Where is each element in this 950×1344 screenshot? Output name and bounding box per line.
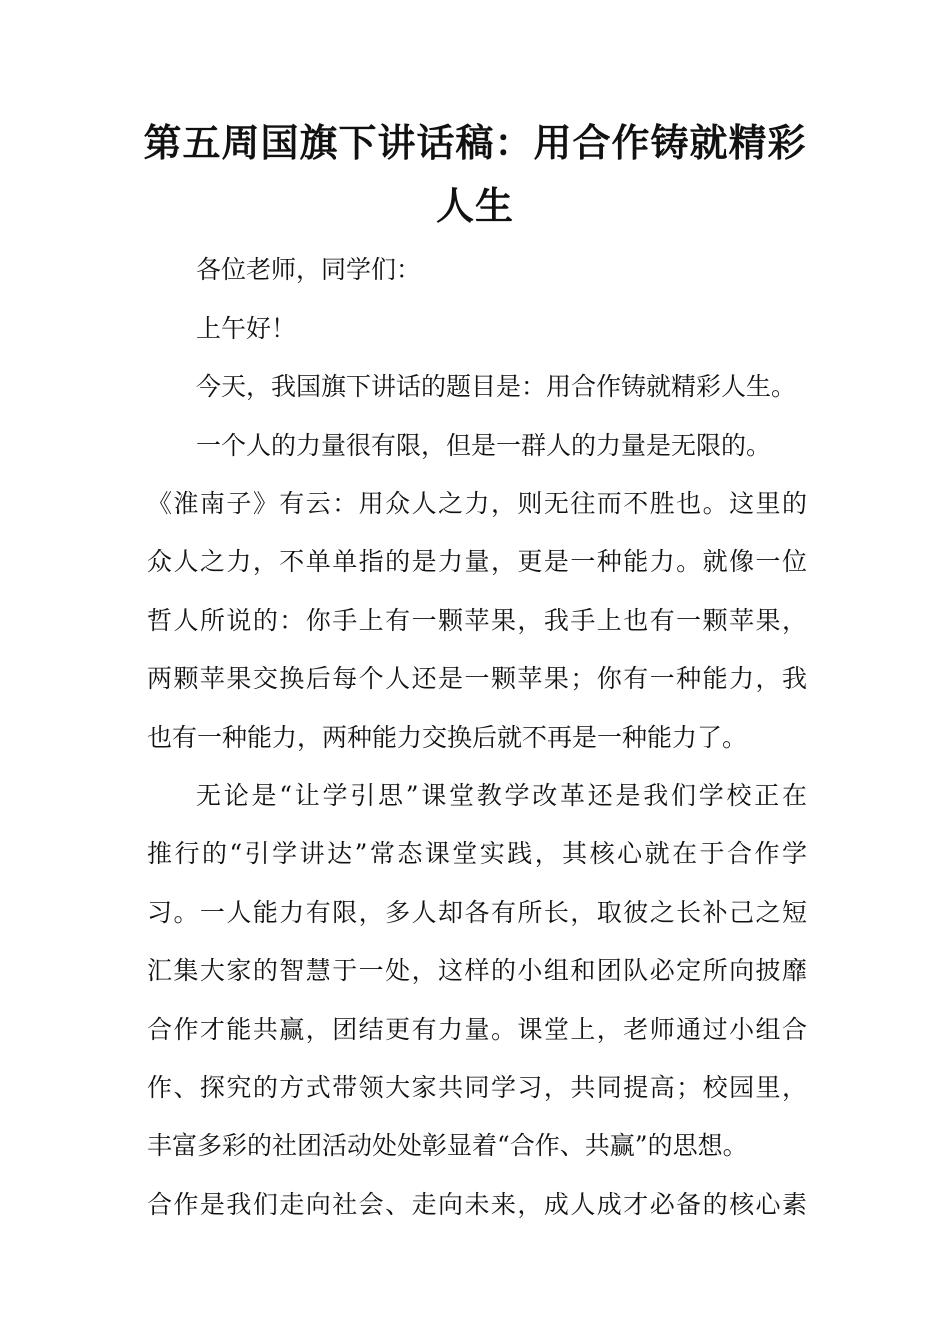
topic-line: 今天，我国旗下讲话的题目是：用合作铸就精彩人生。 [196, 372, 797, 401]
salutation-line: 各位老师，同学们： [196, 255, 422, 284]
paragraph-line: 汇集大家的智慧于一处，这样的小组和团队必定所向披靡 [147, 956, 807, 985]
paragraph-line: 众人之力，不单单指的是力量，更是一种能力。就像一位 [147, 547, 807, 576]
paragraph-line: 也有一种能力，两种能力交换后就不再是一种能力了。 [147, 723, 748, 752]
greeting-line: 上午好！ [196, 314, 297, 343]
document-title [140, 112, 810, 238]
paragraph-line: 哲人所说的：你手上有一颗苹果，我手上也有一颗苹果， [147, 606, 807, 635]
paragraph-line: 合作是我们走向社会、走向未来，成人成才必备的核心素 [147, 1190, 807, 1219]
paragraph-line: 丰富多彩的社团活动处处彰显着“合作、共赢”的思想。 [147, 1131, 748, 1160]
paragraph-line: 两颗苹果交换后每个人还是一颗苹果；你有一种能力，我 [147, 664, 807, 693]
title-line-2: 人生 [435, 184, 514, 228]
paragraph-line: 《淮南子》有云：用众人之力，则无往而不胜也。这里的 [147, 489, 807, 518]
paragraph-line: 一个人的力量很有限，但是一群人的力量是无限的。 [196, 431, 772, 460]
paragraph-line: 合作才能共赢，团结更有力量。课堂上，老师通过小组合 [147, 1015, 807, 1044]
paragraph-line: 作、探究的方式带领大家共同学习，共同提高；校园里， [147, 1073, 807, 1102]
title-line-1: 第五周国旗下讲话稿：用合作铸就精彩 [143, 121, 807, 165]
paragraph-line: 无论是“让学引思”课堂教学改革还是我们学校正在 [196, 781, 807, 810]
paragraph-line: 推行的“引学讲达”常态课堂实践，其核心就在于合作学 [147, 839, 807, 868]
paragraph-line: 习。一人能力有限，多人却各有所长，取彼之长补己之短 [147, 898, 807, 927]
